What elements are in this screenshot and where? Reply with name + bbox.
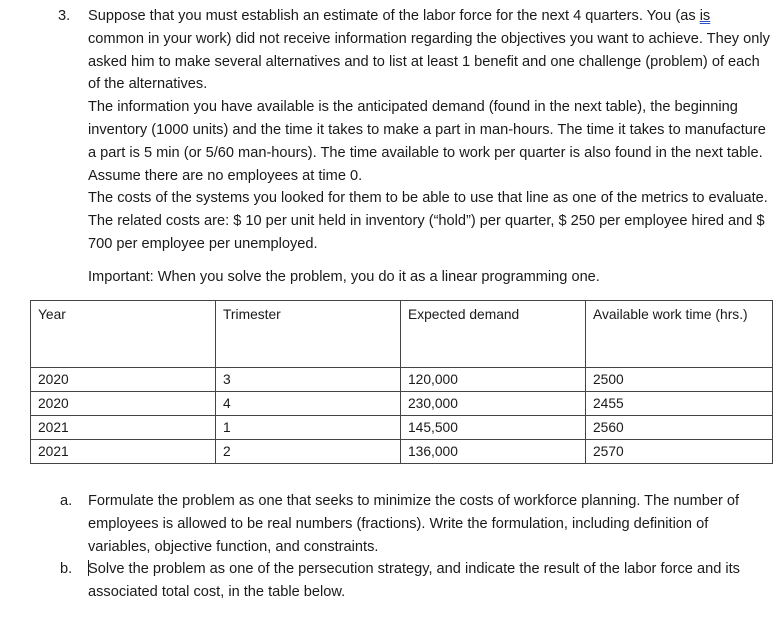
header-year: Year [31,301,216,368]
demand-table [30,300,773,464]
paragraph-1-text-end: common in your work) did not receive information regarding the objectives you want to achieve. They only asked him to make several alternatives and to list at least 1 benefit and one challenge (problem) of each of the alternatives. [88,30,770,93]
cell-year: 2021 [31,440,216,464]
header-expected-demand: Expected demand [401,301,586,368]
table-row [31,416,773,440]
paragraph-1-text-start: Suppose that you must establish an estimate of the labor force for the next 4 quarters. You (as [88,8,700,24]
cell-trimester: 3 [216,368,401,392]
cell-available-work-time: 2560 [586,416,773,440]
cell-available-work-time: 2500 [586,368,773,392]
sub-question-marker: b. [60,561,73,578]
header-available-work-time: Available work time (hrs.) [586,301,773,368]
cell-available-work-time: 2455 [586,392,773,416]
table-row [31,440,773,464]
sub-question-text: Formulate the problem as one that seeks to minimize the costs of workforce planning. The number of employees is allowed to be real numbers (fractions). Write the formulation, including definition of variables, objective function, and constraints. [88,493,740,555]
sub-question-text: Solve the problem as one of the persecution strategy, and indicate the result of the labor force and its associated total cost, in the table below. [88,561,740,601]
table-header-row [31,301,773,368]
cell-trimester: 4 [216,392,401,416]
cell-expected-demand: 230,000 [401,392,586,416]
cell-available-work-time: 2570 [586,440,773,464]
sub-question-b [60,558,772,604]
cell-trimester: 1 [216,416,401,440]
cell-expected-demand: 136,000 [401,440,586,464]
question-number: 3. [58,8,71,24]
cell-year: 2020 [31,392,216,416]
header-trimester: Trimester [216,301,401,368]
cell-year: 2020 [31,368,216,392]
table-row [31,368,773,392]
cell-expected-demand: 120,000 [401,368,586,392]
question-paragraph-1 [88,5,770,96]
sub-question-a [60,490,772,558]
question-paragraph-3: The costs of the systems you looked for them to be able to use that line as one of the metrics to evaluate. The related costs are: $ 10 per unit held in inventory (“hold”) per quarter, $ 250 per employee hired and $ 700 per employee per unemployed. [88,190,768,252]
cell-expected-demand: 145,500 [401,416,586,440]
sub-question-marker: a. [60,493,73,509]
cell-trimester: 2 [216,440,401,464]
cell-year: 2021 [31,416,216,440]
paragraph-spacer [88,256,770,266]
spellcheck-underlined-word[interactable]: is [699,8,711,24]
table-row [31,392,773,416]
sub-question-list [60,490,772,604]
question-paragraph-2: The information you have available is the anticipated demand (found in the next table), the beginning inventory (1000 units) and the time it takes to make a part in man-hours. The time it takes to manufacture a part is 5 min (or 5/60 man-hours). The time available to work per quarter is also found in the next table. Assume there are no employees at time 0. [88,99,766,184]
question-body [88,5,770,289]
important-note: Important: When you solve the problem, you do it as a linear programming one. [88,268,600,285]
